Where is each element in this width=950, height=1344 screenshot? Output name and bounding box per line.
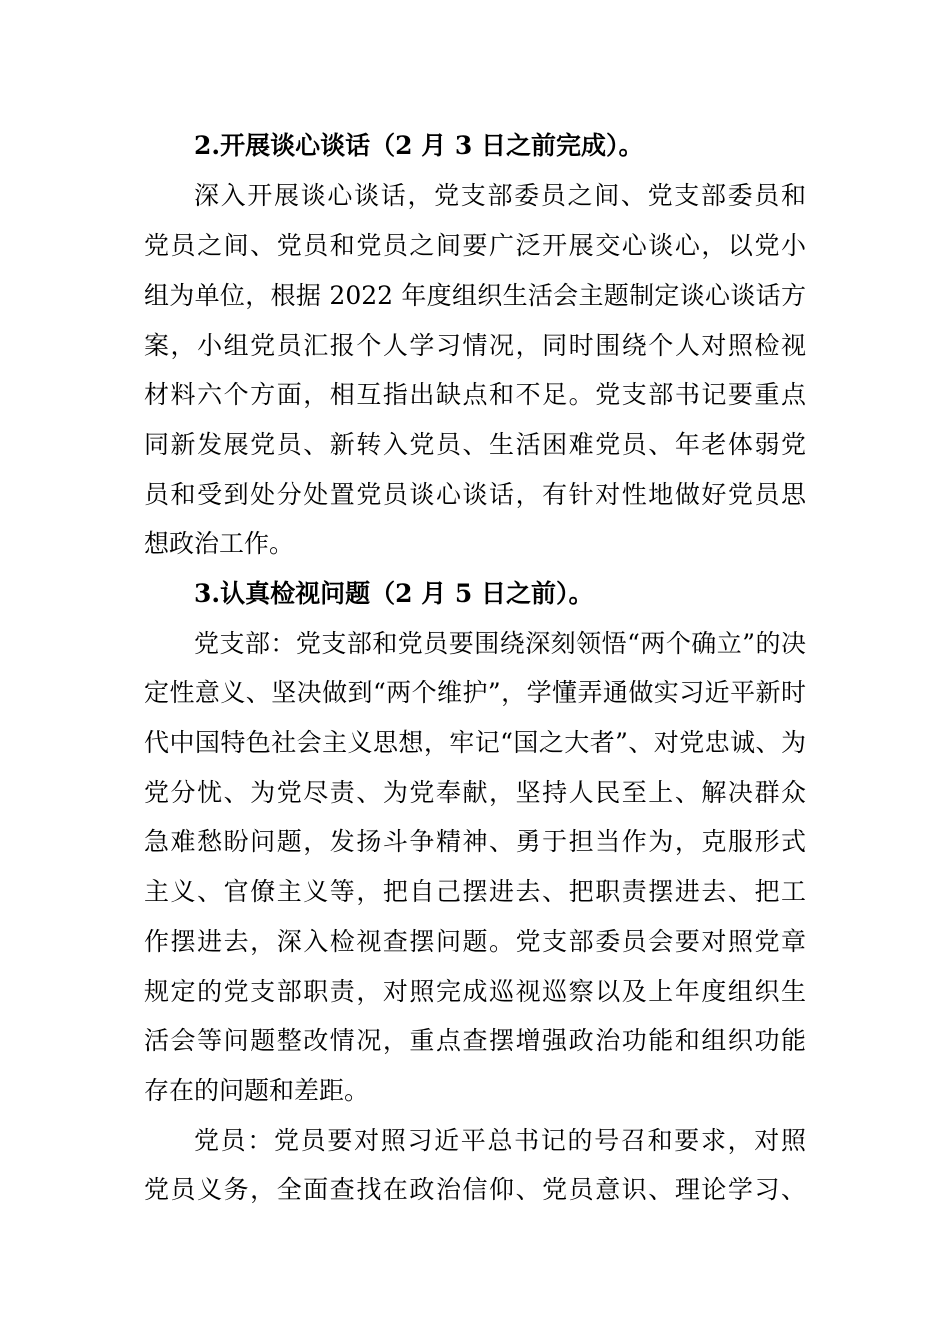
paragraph-line: 案，小组党员汇报个人学习情况，同时围绕个人对照检视 bbox=[144, 331, 806, 360]
paragraph-line: 急难愁盼问题，发扬斗争精神、勇于担当作为，克服形式 bbox=[144, 827, 806, 856]
section-heading: 2.开展谈心谈话（2 月 3 日之前完成）。 bbox=[194, 131, 644, 160]
paragraph-line: 想政治工作。 bbox=[144, 529, 295, 558]
paragraph-line: 党分忧、为党尽责、为党奉献，坚持人民至上、解决群众 bbox=[144, 778, 806, 807]
paragraph-line: 定性意义、坚决做到“两个维护”，学懂弄通做实习近平新时 bbox=[144, 678, 806, 707]
paragraph-line: 党支部：党支部和党员要围绕深刻领悟“两个确立”的决 bbox=[194, 629, 806, 658]
paragraph-line: 组为单位，根据 2022 年度组织生活会主题制定谈心谈话方 bbox=[144, 281, 806, 310]
paragraph-line: 代中国特色社会主义思想，牢记“国之大者”、对党忠诚、为 bbox=[144, 728, 806, 757]
section-heading: 3.认真检视问题（2 月 5 日之前）。 bbox=[194, 579, 594, 608]
paragraph-line: 同新发展党员、新转入党员、生活困难党员、年老体弱党 bbox=[144, 430, 806, 459]
paragraph-line: 规定的党支部职责，对照完成巡视巡察以及上年度组织生 bbox=[144, 977, 806, 1006]
paragraph-line: 员和受到处分处置党员谈心谈话，有针对性地做好党员思 bbox=[144, 480, 806, 509]
paragraph-line: 作摆进去，深入检视查摆问题。党支部委员会要对照党章 bbox=[144, 927, 806, 956]
paragraph-line: 党员义务，全面查找在政治信仰、党员意识、理论学习、 bbox=[144, 1175, 806, 1204]
paragraph-line: 主义、官僚主义等，把自己摆进去、把职责摆进去、把工 bbox=[144, 877, 806, 906]
paragraph-line: 材料六个方面，相互指出缺点和不足。党支部书记要重点 bbox=[144, 380, 806, 409]
paragraph-line: 存在的问题和差距。 bbox=[144, 1076, 370, 1105]
paragraph-line: 党员之间、党员和党员之间要广泛开展交心谈心，以党小 bbox=[144, 231, 806, 260]
paragraph-line: 活会等问题整改情况，重点查摆增强政治功能和组织功能 bbox=[144, 1026, 806, 1055]
paragraph-line: 党员：党员要对照习近平总书记的号召和要求，对照 bbox=[194, 1126, 806, 1155]
paragraph-line: 深入开展谈心谈话，党支部委员之间、党支部委员和 bbox=[194, 181, 806, 210]
